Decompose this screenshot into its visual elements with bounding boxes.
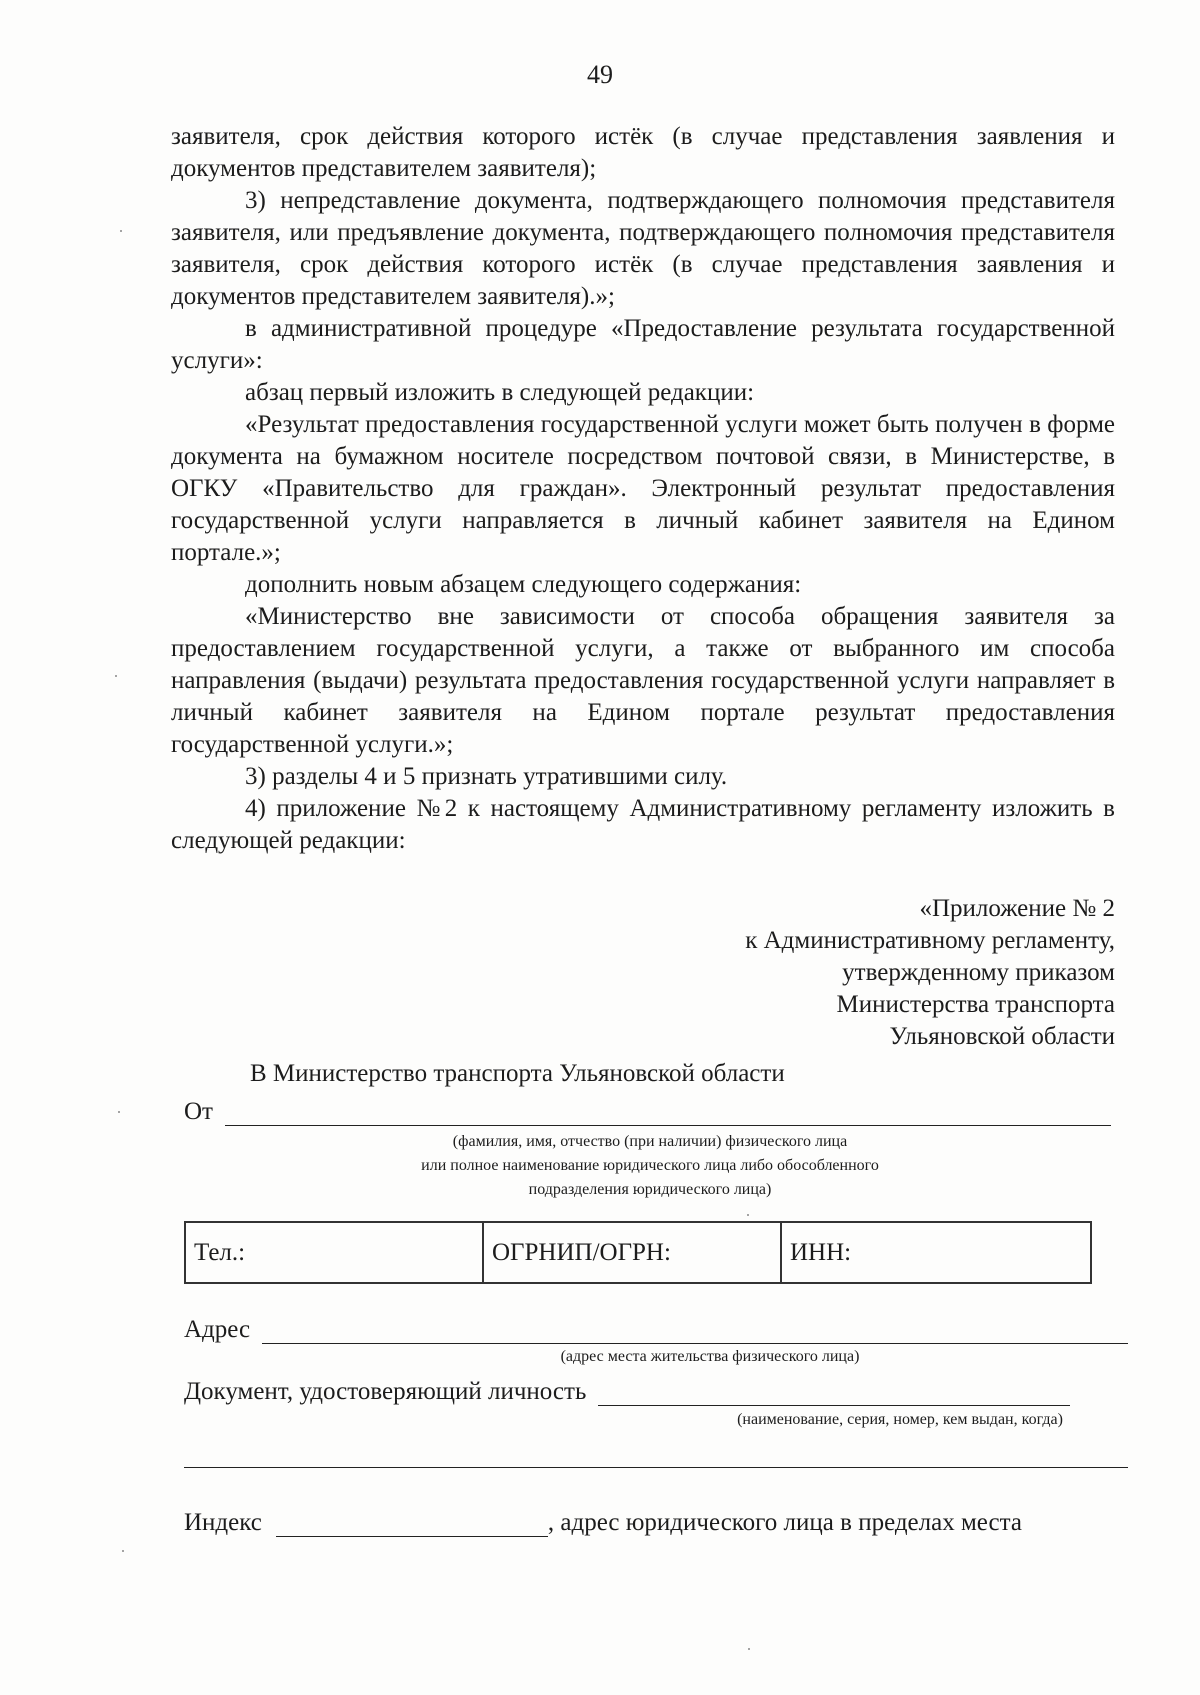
addressee: В Министерство транспорта Ульяновской области — [250, 1060, 785, 1087]
paragraph: 3) непредставление документа, подтверждающего полномочия представителя заявителя, или предъявление документа, подтверждающего полномочия представителя заявителя, срок действия которого истёк (в случае представления заявления и документов представителем заявителя).»; — [171, 187, 1115, 310]
from-field[interactable] — [225, 1099, 1111, 1126]
id-doc-label: Документ, удостоверяющий личность — [184, 1378, 587, 1405]
phone-cell[interactable]: Тел.: — [185, 1222, 483, 1283]
scan-speck — [122, 1550, 124, 1552]
address-label: Адрес — [184, 1316, 251, 1343]
paragraph: абзац первый изложить в следующей редакции: — [245, 379, 755, 406]
id-doc-continuation-line[interactable] — [184, 1467, 1128, 1468]
contact-table — [184, 1221, 1092, 1284]
id-doc-hint: (наименование, серия, номер, кем выдан, когда) — [737, 1411, 1063, 1428]
inn-cell[interactable]: ИНН: — [781, 1222, 1091, 1283]
annex-header — [555, 893, 1115, 1053]
from-row — [184, 1098, 1111, 1126]
index-row — [184, 1509, 1022, 1537]
id-doc-field[interactable] — [598, 1379, 1070, 1406]
paragraph: в административной процедуре «Предоставление результата государственной услуги»: — [171, 315, 1115, 374]
id-doc-row — [184, 1378, 1070, 1406]
address-hint: (адрес места жительства физического лица) — [560, 1348, 860, 1365]
annex-line: к Административному регламенту, — [745, 927, 1115, 954]
scan-speck — [748, 1648, 750, 1650]
address-field[interactable] — [262, 1317, 1128, 1344]
paragraph: 3) разделы 4 и 5 признать утратившими силу. — [245, 763, 728, 790]
scan-speck — [115, 675, 117, 677]
paragraph: заявителя, срок действия которого истёк (в случае представления заявления и документов представителем заявителя); — [171, 123, 1115, 182]
scan-speck — [747, 1214, 749, 1216]
body-text — [171, 121, 1115, 857]
ogrn-cell[interactable]: ОГРНИП/ОГРН: — [483, 1222, 781, 1283]
index-field[interactable] — [276, 1510, 548, 1537]
from-hint: (фамилия, имя, отчество (при наличии) физического лица или полное наименование юридического лица либо обособленного подразделения юридического лица) — [421, 1133, 879, 1198]
index-label: Индекс — [184, 1509, 262, 1536]
page-number: 49 — [587, 60, 613, 89]
paragraph: 4) приложение №2 к настоящему Административному регламенту изложить в следующей редакции: — [171, 795, 1115, 854]
address-row — [184, 1316, 1128, 1344]
index-suffix: , адрес юридического лица в пределах места — [547, 1509, 1022, 1536]
annex-line: «Приложение № 2 — [919, 895, 1115, 922]
paragraph: «Министерство вне зависимости от способа обращения заявителя за предоставлением государственной услуги, а также от выбранного им способа направления (выдачи) результата предоставления государственной услуги направляет в личный кабинет заявителя на Едином портале результат предоставления государственной услуги.»; — [171, 603, 1115, 758]
paragraph: дополнить новым абзацем следующего содержания: — [245, 571, 802, 598]
paragraph: «Результат предоставления государственной услуги может быть получен в форме документа на бумажном носителе посредством почтовой связи, в Министерстве, в ОГКУ «Правительство для граждан». Электронный результат предоставления государственной услуги направляется в личный кабинет заявителя на Едином портале.»; — [171, 411, 1115, 566]
scan-speck — [120, 230, 122, 232]
from-label: От — [184, 1098, 213, 1125]
annex-line: Ульяновской области — [889, 1023, 1115, 1050]
scan-speck — [118, 1111, 120, 1113]
annex-line: утвержденному приказом — [842, 959, 1115, 986]
annex-line: Министерства транспорта — [836, 991, 1115, 1018]
